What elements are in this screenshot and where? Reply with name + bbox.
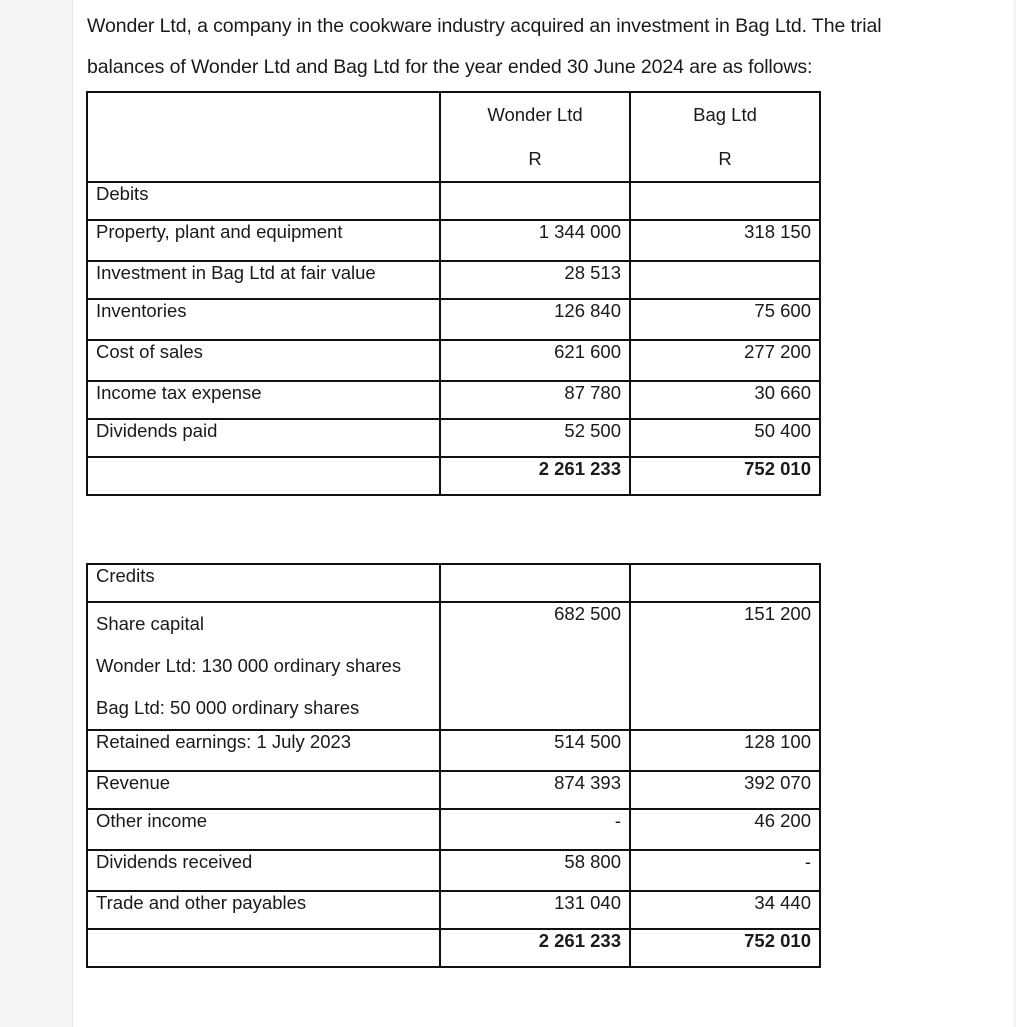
wonder-value: 514 500 [440,730,630,771]
bag-value: - [630,850,820,891]
header-bag-name: Bag Ltd [693,104,757,125]
document-page [72,0,1013,1027]
header-wonder-cell [440,92,630,182]
credits-total-row [87,929,820,967]
share-capital-cell [87,602,440,730]
header-bag-cell [630,92,820,182]
wonder-value: 28 513 [440,261,630,299]
table-row [87,340,820,381]
wonder-value: 126 840 [440,299,630,340]
debits-total-row [87,457,820,495]
row-label: Investment in Bag Ltd at fair value [87,261,440,299]
bag-value: 50 400 [630,419,820,457]
row-label: Dividends received [87,850,440,891]
wonder-total: 2 261 233 [440,929,630,967]
header-wonder-unit: R [528,148,542,169]
wonder-value: 621 600 [440,340,630,381]
table-row [87,381,820,419]
bag-value: 392 070 [630,771,820,809]
wonder-value: 682 500 [440,602,630,730]
table-row [87,771,820,809]
share-note-wonder: Wonder Ltd: 130 000 ordinary shares [96,655,402,676]
row-label: Income tax expense [87,381,440,419]
credits-title: Credits [87,564,440,602]
table-header-row [87,92,820,182]
credits-title-row [87,564,820,602]
wonder-value: 52 500 [440,419,630,457]
bag-value: 128 100 [630,730,820,771]
empty-cell [440,564,630,602]
empty-cell [87,457,440,495]
wonder-value: 58 800 [440,850,630,891]
header-blank-cell [87,92,440,182]
intro-paragraph [87,6,987,88]
wonder-value: 874 393 [440,771,630,809]
wonder-value: 1 344 000 [440,220,630,261]
bag-value: 277 200 [630,340,820,381]
wonder-value: - [440,809,630,850]
header-bag-unit: R [718,148,732,169]
row-label: Cost of sales [87,340,440,381]
debits-title-row [87,182,820,220]
bag-value: 151 200 [630,602,820,730]
row-label: Revenue [87,771,440,809]
row-label: Other income [87,809,440,850]
empty-cell [630,564,820,602]
empty-cell [630,182,820,220]
intro-line-2: balances of Wonder Ltd and Bag Ltd for the year ended 30 June 2024 are as follows: [87,56,813,78]
wonder-value: 131 040 [440,891,630,929]
bag-value: 75 600 [630,299,820,340]
share-capital-row [87,602,820,730]
bag-value [630,261,820,299]
intro-line-1: Wonder Ltd, a company in the cookware industry acquired an investment in Bag Ltd. The trial [87,15,882,37]
wonder-total: 2 261 233 [440,457,630,495]
bag-total: 752 010 [630,929,820,967]
table-row [87,850,820,891]
empty-cell [87,929,440,967]
bag-value: 30 660 [630,381,820,419]
table-row [87,809,820,850]
wonder-value: 87 780 [440,381,630,419]
debits-table [86,91,821,496]
table-row [87,730,820,771]
share-note-bag: Bag Ltd: 50 000 ordinary shares [96,697,360,718]
row-label: Retained earnings: 1 July 2023 [87,730,440,771]
row-label: Trade and other payables [87,891,440,929]
table-row [87,220,820,261]
header-wonder-name: Wonder Ltd [487,104,583,125]
debits-title: Debits [87,182,440,220]
row-label: Inventories [87,299,440,340]
table-row [87,299,820,340]
bag-value: 34 440 [630,891,820,929]
row-label: Share capital [96,613,204,634]
table-row [87,419,820,457]
table-row [87,261,820,299]
row-label: Dividends paid [87,419,440,457]
bag-value: 318 150 [630,220,820,261]
table-row [87,891,820,929]
empty-cell [440,182,630,220]
credits-table [86,563,821,968]
bag-total: 752 010 [630,457,820,495]
bag-value: 46 200 [630,809,820,850]
row-label: Property, plant and equipment [87,220,440,261]
